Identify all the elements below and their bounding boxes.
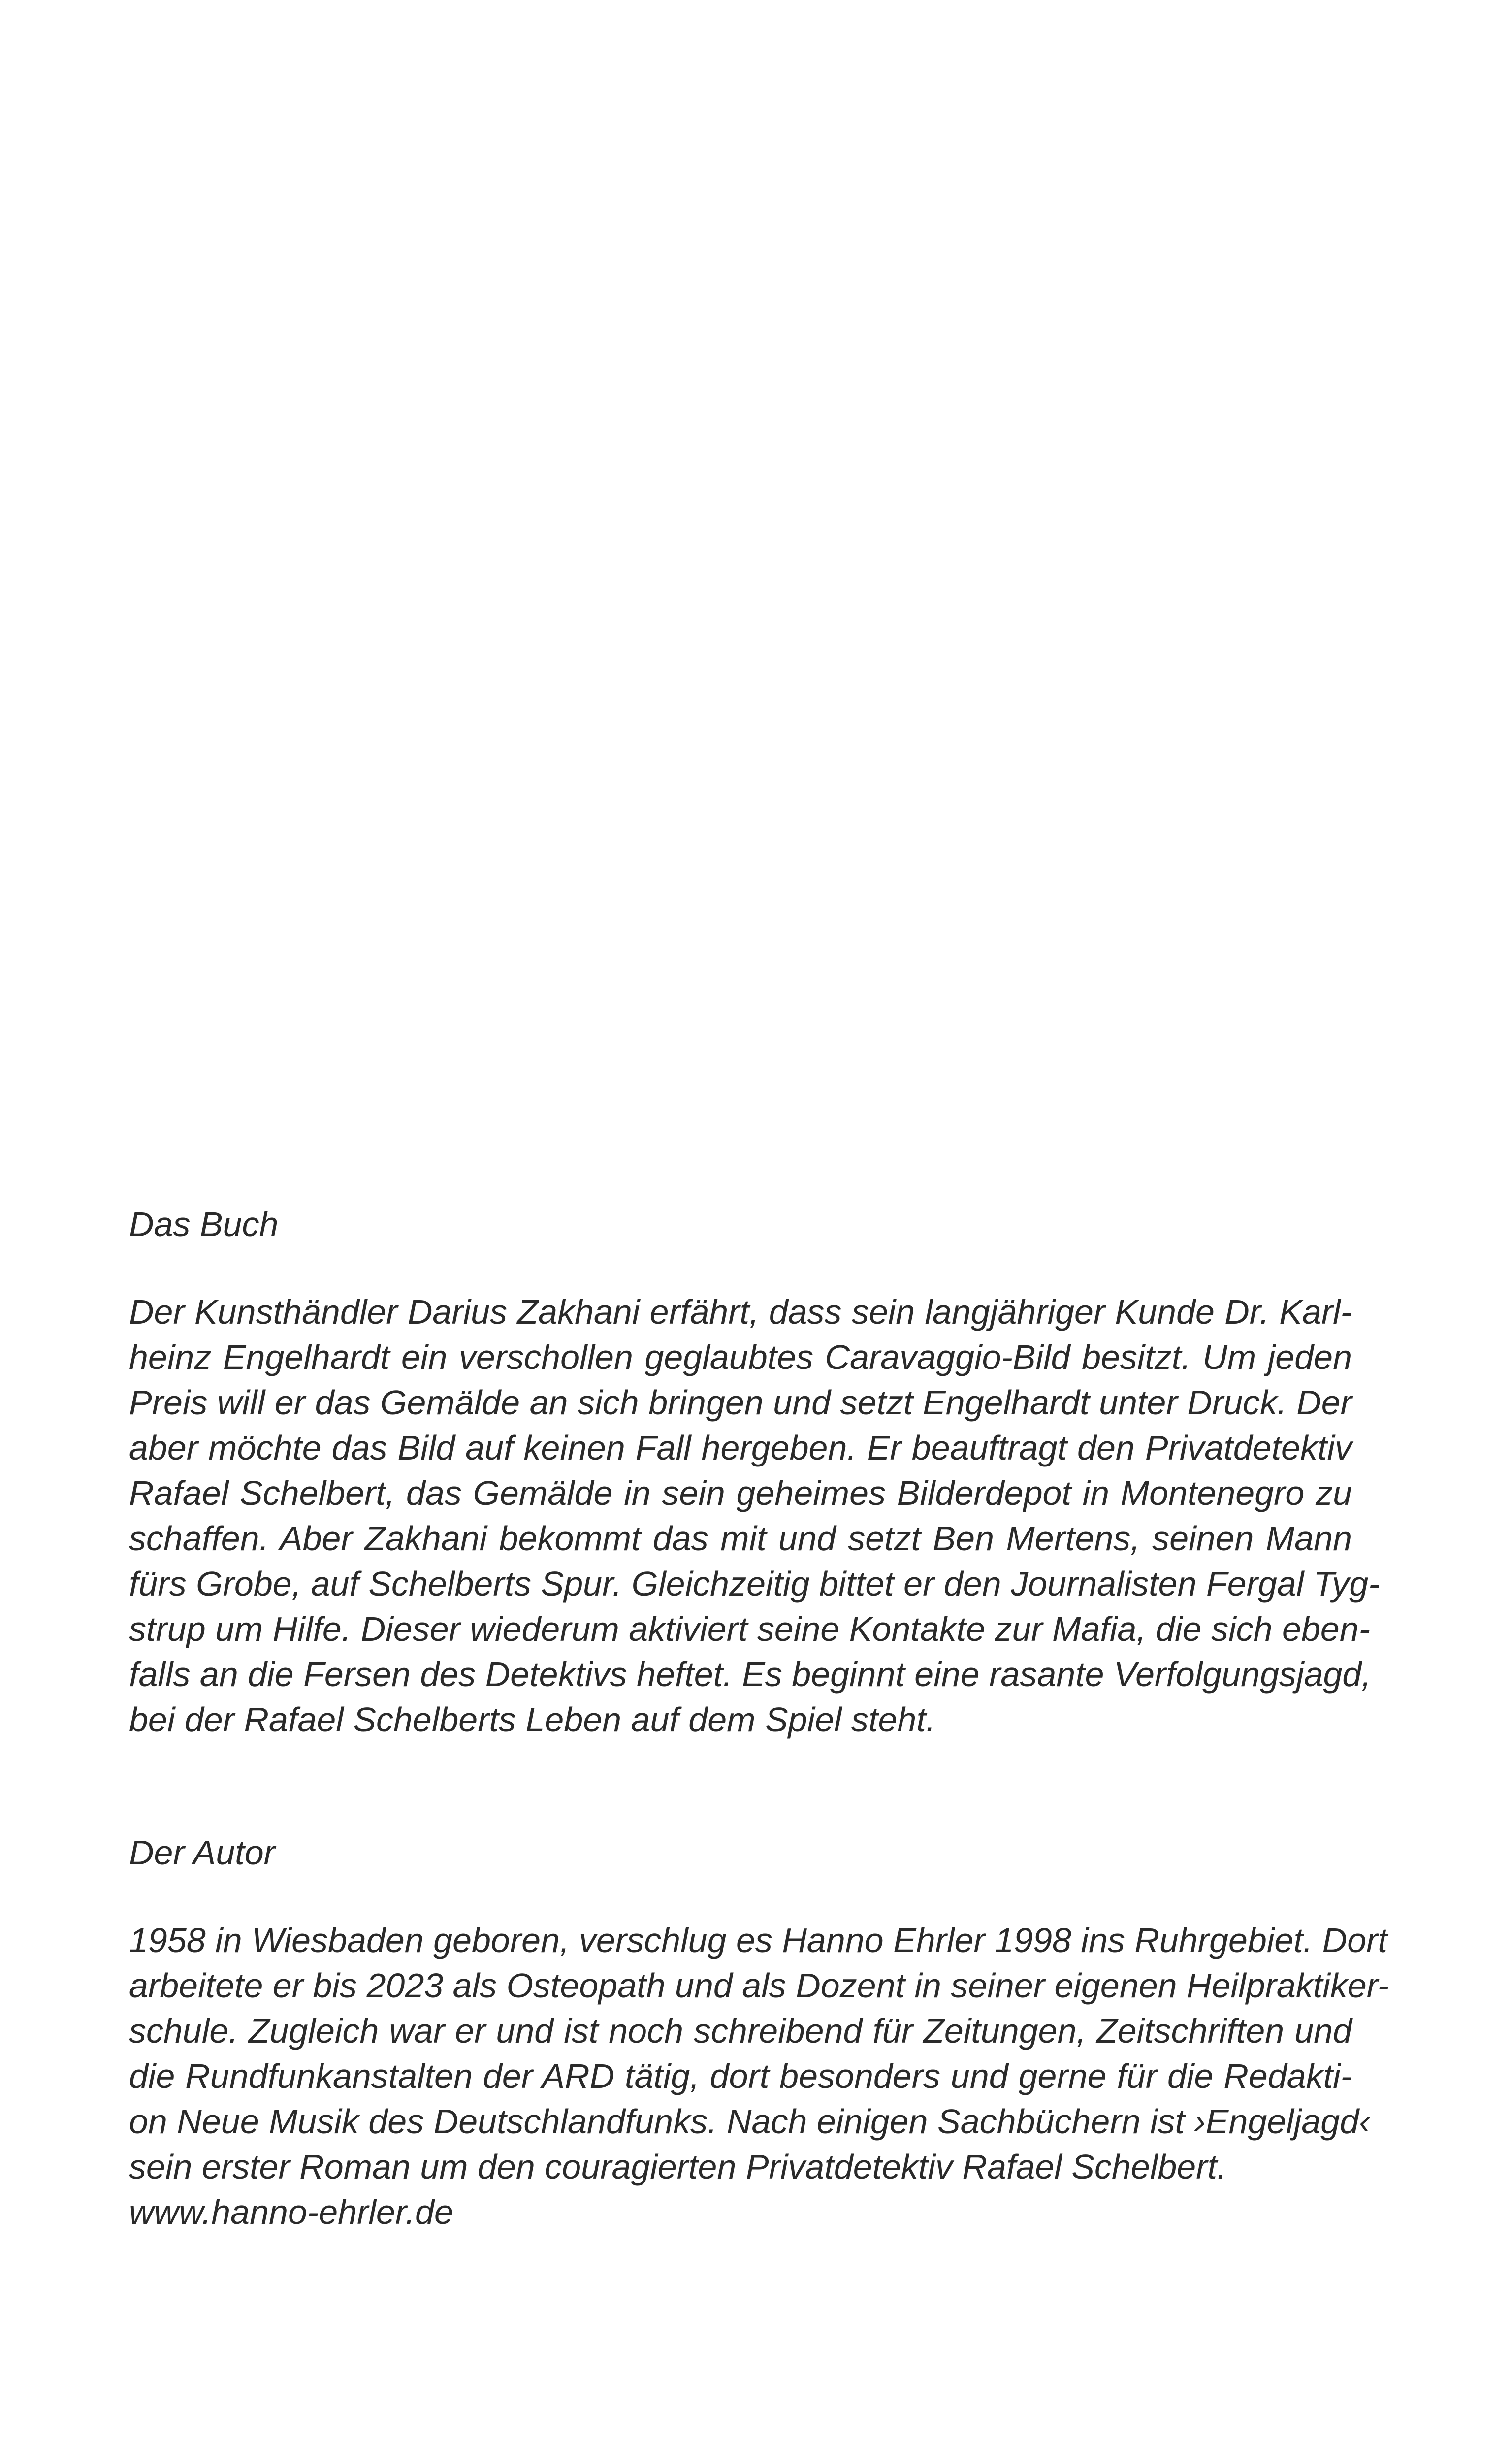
book-description-line: Preis will er das Gemälde an sich bringen und setzt Engelhardt unter Druck. Der bbox=[129, 1383, 1352, 1422]
author-biography-line: die Rundfunkanstalten der ARD tätig, dort besonders und gerne für die Redakti- bbox=[129, 2057, 1352, 2095]
author-biography-line: on Neue Musik des Deutschlandfunks. Nach einigen Sachbüchern ist ›Engeljagd‹ bbox=[129, 2102, 1371, 2141]
book-description-line: falls an die Fersen des Detektivs heftet. Es beginnt eine rasante Verfolgungsjagd, bbox=[129, 1655, 1371, 1694]
author-biography-line: sein erster Roman um den couragierten Privatdetektiv Rafael Schelbert. bbox=[129, 2148, 1227, 2186]
book-description-line: aber möchte das Bild auf keinen Fall hergeben. Er beauftragt den Privatdetektiv bbox=[129, 1429, 1352, 1467]
book-description-line: fürs Grobe, auf Schelberts Spur. Gleichzeitig bittet er den Journalisten Fergal Tyg- bbox=[129, 1564, 1380, 1603]
author-biography-line: schule. Zugleich war er und ist noch schreibend für Zeitungen, Zeitschriften und bbox=[129, 2012, 1352, 2050]
author-biography bbox=[129, 1918, 1389, 2235]
author-biography-line: arbeitete er bis 2023 als Osteopath und als Dozent in seiner eigenen Heilpraktiker- bbox=[129, 1966, 1389, 2005]
book-description-line: schaffen. Aber Zakhani bekommt das mit und setzt Ben Mertens, seinen Mann bbox=[129, 1519, 1352, 1558]
book-page bbox=[129, 0, 1389, 2443]
author-section-heading: Der Autor bbox=[129, 1833, 275, 1872]
book-description-line: heinz Engelhardt ein verschollen geglaubtes Caravaggio-Bild besitzt. Um jeden bbox=[129, 1338, 1352, 1376]
book-section-heading: Das Buch bbox=[129, 1205, 279, 1243]
book-description-line: Rafael Schelbert, das Gemälde in sein geheimes Bilderdepot in Montenegro zu bbox=[129, 1474, 1352, 1512]
book-description bbox=[129, 1289, 1380, 1742]
book-description-line: strup um Hilfe. Dieser wiederum aktiviert seine Kontakte zur Mafia, die sich eben- bbox=[129, 1610, 1371, 1648]
book-description-line: Der Kunsthändler Darius Zakhani erfährt, dass sein langjähriger Kunde Dr. Karl- bbox=[129, 1293, 1352, 1331]
author-biography-line: 1958 in Wiesbaden geboren, verschlug es Hanno Ehrler 1998 ins Ruhrgebiet. Dort bbox=[129, 1921, 1387, 1959]
book-description-line: bei der Rafael Schelberts Leben auf dem Spiel steht. bbox=[129, 1700, 936, 1739]
author-website: www.hanno-ehrler.de bbox=[129, 2193, 453, 2231]
